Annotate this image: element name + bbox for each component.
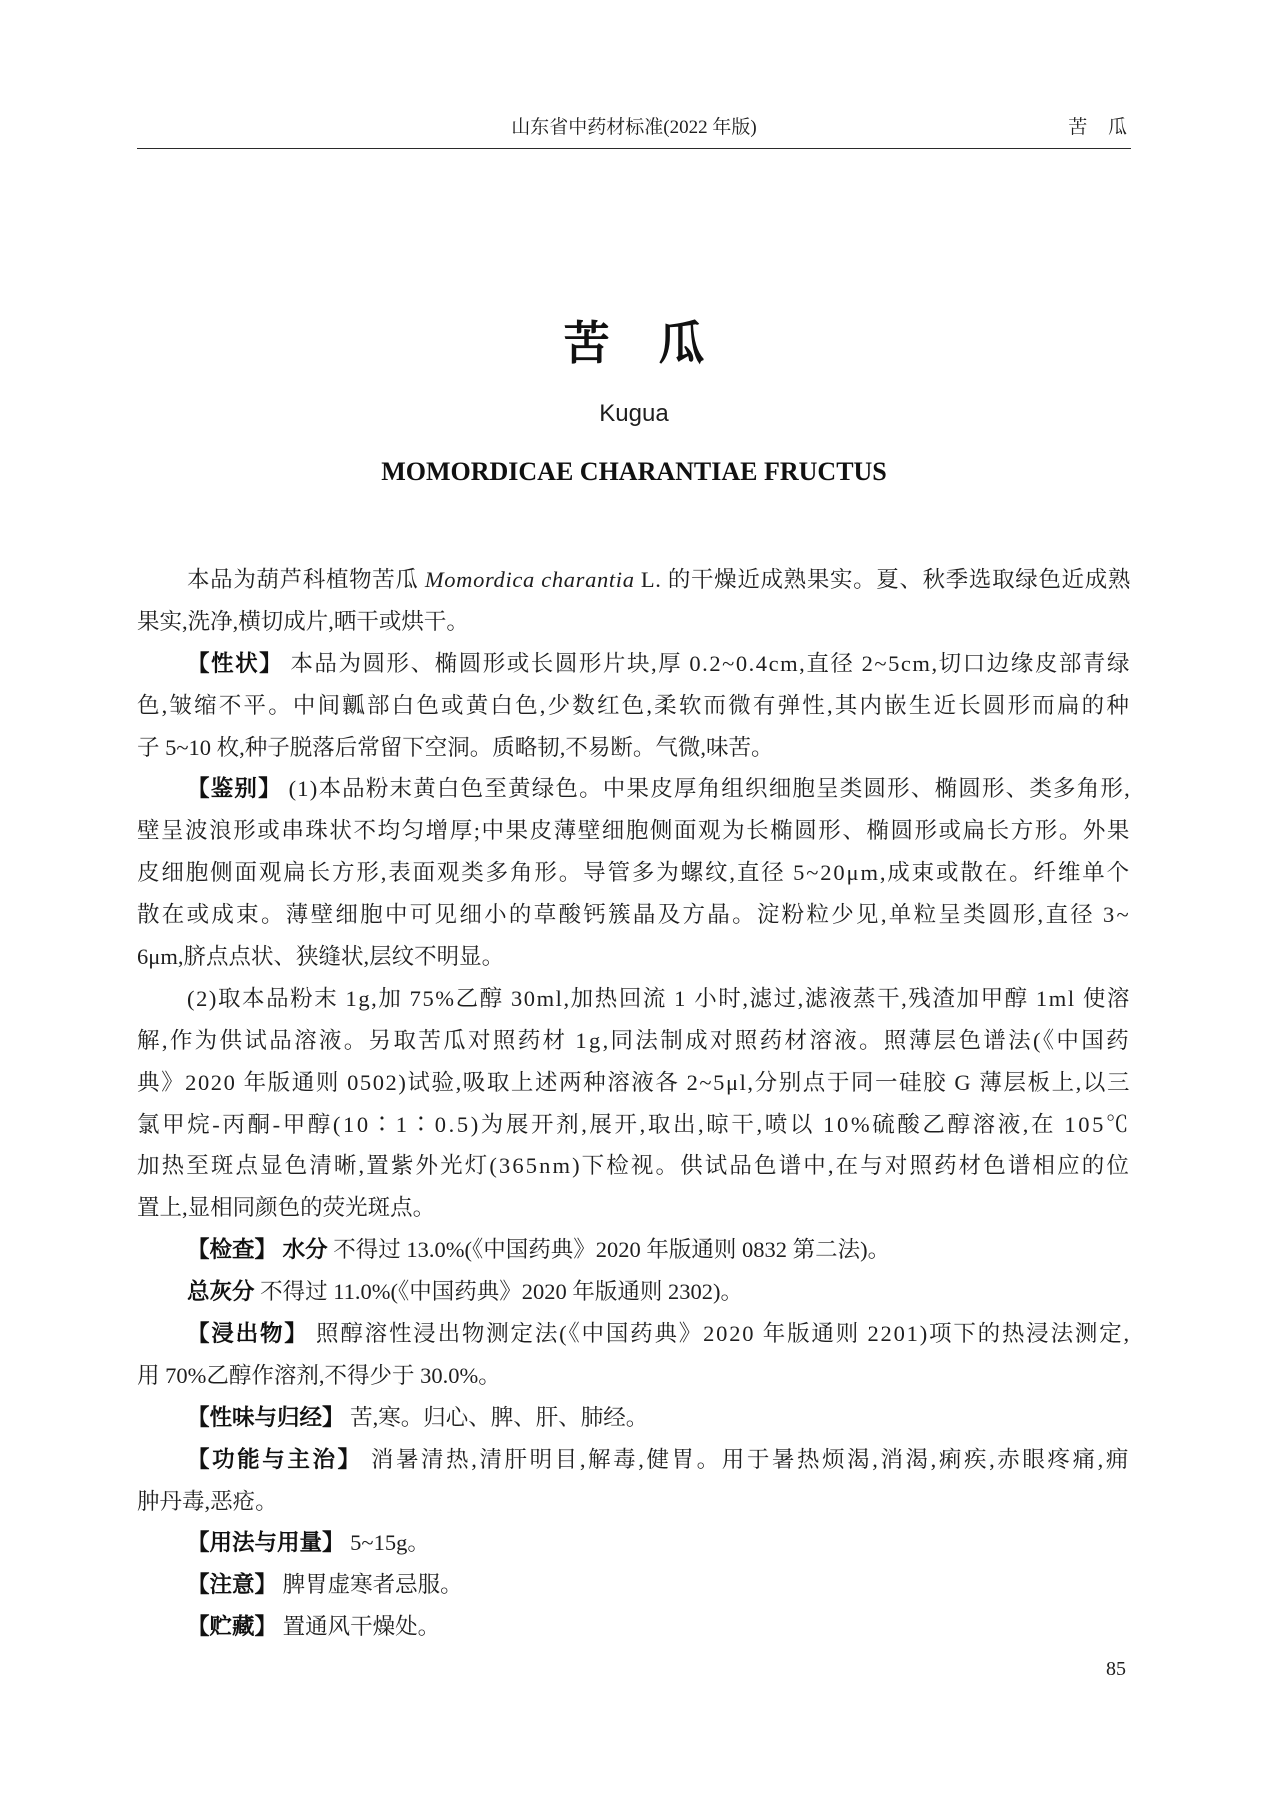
line-content	[137, 1062, 1131, 1104]
text-line	[137, 1439, 1131, 1481]
text-run: 消暑清热,清肝明目,解毒,健胃。用于暑热烦渴,消渴,痢疾,赤眼疼痛,痈	[362, 1446, 1131, 1472]
line-content	[137, 894, 1131, 936]
text-run: 本品为葫芦科植物苦瓜	[187, 567, 425, 592]
text-line	[137, 894, 1131, 936]
paragraph	[137, 1606, 1131, 1648]
paragraph	[137, 559, 1131, 643]
line-content	[137, 1145, 1131, 1187]
section-label: 【功能与主治】	[187, 1446, 363, 1472]
text-line	[137, 727, 1131, 769]
text-line	[137, 810, 1131, 852]
text-run: L. 的干燥近成熟果实。夏、秋季选取绿色近成熟	[634, 567, 1132, 592]
text-run: 子 5~10 枚,种子脱落后常留下空洞。质略韧,不易断。气微,味苦。	[137, 734, 774, 760]
pinyin-name: Kugua	[599, 400, 669, 427]
running-title: 苦 瓜	[1068, 117, 1127, 138]
text-line	[137, 852, 1131, 894]
text-run: 不得过 11.0%(《中国药典》2020 年版通则 2302)。	[254, 1279, 744, 1305]
line-content	[187, 1522, 430, 1564]
line-content	[187, 1229, 890, 1271]
text-line	[137, 685, 1131, 727]
text-run: 果实,洗净,横切成片,晒干或烘干。	[137, 608, 469, 634]
line-content	[137, 1020, 1131, 1062]
text-line	[137, 1481, 1131, 1523]
section-label: 【用法与用量】	[187, 1530, 345, 1556]
paragraph	[137, 1271, 1131, 1313]
text-line	[137, 1355, 1131, 1397]
paragraph	[137, 1313, 1131, 1397]
line-content	[137, 810, 1131, 852]
text-line	[137, 643, 1131, 685]
text-line	[137, 978, 1131, 1020]
line-content	[137, 1481, 278, 1523]
text-line	[137, 1145, 1131, 1187]
paragraph	[137, 1439, 1131, 1523]
section-label: 【鉴别】	[187, 776, 282, 802]
text-run: 色,皱缩不平。中间瓤部白色或黄白色,少数红色,柔软而微有弹性,其内嵌生近长圆形而扁的种	[137, 692, 1131, 718]
paragraph	[137, 1522, 1131, 1564]
text-line	[137, 1522, 1131, 1564]
paragraph	[137, 643, 1131, 769]
line-content	[187, 1606, 440, 1648]
line-content	[137, 1187, 435, 1229]
text-run: 用 70%乙醇作溶剂,不得少于 30.0%。	[137, 1362, 501, 1388]
line-content	[137, 936, 504, 978]
text-line	[137, 1104, 1131, 1146]
book-title: 山东省中药材标准(2022 年版)	[511, 117, 757, 138]
line-content	[187, 1564, 463, 1606]
text-run: 照醇溶性浸出物测定法(《中国药典》2020 年版通则 2201)项下的热浸法测定,	[308, 1321, 1131, 1347]
item-label: 总灰分	[187, 1279, 255, 1305]
page-number: 85	[1106, 1658, 1126, 1680]
text-run: (2)取本品粉末 1g,加 75%乙醇 30ml,加热回流 1 小时,滤过,滤液蒸干,残渣加甲醇 1ml 使溶	[187, 985, 1131, 1011]
text-run: 肿丹毒,恶疮。	[137, 1488, 278, 1514]
line-content	[187, 559, 1131, 601]
paragraph	[137, 978, 1131, 1229]
line-content	[187, 1439, 1131, 1481]
text-run: 壁呈波浪形或串珠状不均匀增厚;中果皮薄壁细胞侧面观为长椭圆形、椭圆形或扁长方形。外果	[137, 818, 1131, 844]
text-line	[137, 559, 1131, 601]
line-content	[187, 1397, 648, 1439]
text-line	[137, 1606, 1131, 1648]
text-line	[137, 768, 1131, 810]
text-run: 不得过 13.0%(《中国药典》2020 年版通则 0832 第二法)。	[327, 1237, 891, 1263]
section-label: 【贮藏】	[187, 1614, 278, 1640]
text-line	[137, 1020, 1131, 1062]
monograph-body	[137, 559, 1131, 1648]
text-line	[137, 1397, 1131, 1439]
section-label: 【性味与归经】	[187, 1404, 345, 1430]
section-label: 【浸出物】	[187, 1321, 309, 1347]
paragraph	[137, 1397, 1131, 1439]
text-line	[137, 936, 1131, 978]
text-line	[137, 1271, 1131, 1313]
text-run: 典》2020 年版通则 0502)试验,吸取上述两种溶液各 2~5μl,分别点于同一硅胶 G 薄层板上,以三	[137, 1069, 1132, 1095]
line-content	[137, 1355, 501, 1397]
text-line	[137, 1062, 1131, 1104]
line-content	[137, 685, 1131, 727]
line-content	[137, 852, 1131, 894]
paragraph	[137, 1229, 1131, 1271]
line-content	[187, 643, 1131, 685]
monograph-title: 苦 瓜	[563, 317, 705, 369]
text-run: 5~15g。	[344, 1530, 430, 1556]
section-label: 【性状】	[187, 650, 284, 676]
text-run: 6μm,脐点点状、狭缝状,层纹不明显。	[137, 944, 505, 970]
text-line	[137, 1229, 1131, 1271]
section-label: 【检查】	[187, 1237, 278, 1263]
line-content	[187, 978, 1131, 1020]
latin-name: MOMORDICAE CHARANTIAE FRUCTUS	[381, 457, 887, 486]
running-header	[137, 104, 1131, 149]
text-line	[137, 1313, 1131, 1355]
line-content	[187, 768, 1131, 810]
text-line	[137, 1187, 1131, 1229]
text-run: 苦,寒。归心、脾、肝、肺经。	[344, 1404, 649, 1430]
paragraph	[137, 768, 1131, 977]
text-run: 脾胃虚寒者忌服。	[277, 1572, 463, 1598]
text-run: 氯甲烷-丙酮-甲醇(10∶1∶0.5)为展开剂,展开,取出,晾干,喷以 10%硫酸乙醇溶液,在 105℃	[137, 1111, 1132, 1137]
section-label: 【注意】	[187, 1572, 278, 1598]
line-content	[137, 1104, 1131, 1146]
text-line	[137, 601, 1131, 643]
species-name: Momordica charantia	[424, 567, 635, 592]
text-run: 加热至斑点显色清晰,置紫外光灯(365nm)下检视。供试品色谱中,在与对照药材色谱相应的位	[137, 1153, 1132, 1179]
text-run: 置上,显相同颜色的荧光斑点。	[137, 1195, 436, 1221]
text-run: (1)本品粉末黄白色至黄绿色。中果皮厚角组织细胞呈类圆形、椭圆形、类多角形,	[281, 776, 1131, 802]
line-content	[187, 1313, 1131, 1355]
paragraph	[137, 1564, 1131, 1606]
line-content	[137, 727, 774, 769]
text-run: 解,作为供试品溶液。另取苦瓜对照药材 1g,同法制成对照药材溶液。照薄层色谱法(《中国药	[137, 1027, 1131, 1053]
text-run: 置通风干燥处。	[277, 1614, 441, 1640]
text-run: 本品为圆形、椭圆形或长圆形片块,厚 0.2~0.4cm,直径 2~5cm,切口边缘皮部青绿	[283, 650, 1131, 676]
line-content	[187, 1271, 743, 1313]
line-content	[137, 601, 469, 643]
text-run: 皮细胞侧面观扁长方形,表面观类多角形。导管多为螺纹,直径 5~20μm,成束或散在。纤维单个	[137, 860, 1132, 886]
item-label: 水分	[282, 1237, 328, 1263]
text-line	[137, 1564, 1131, 1606]
text-run: 散在或成束。薄壁细胞中可见细小的草酸钙簇晶及方晶。淀粉粒少见,单粒呈类圆形,直径 3~	[137, 902, 1131, 928]
